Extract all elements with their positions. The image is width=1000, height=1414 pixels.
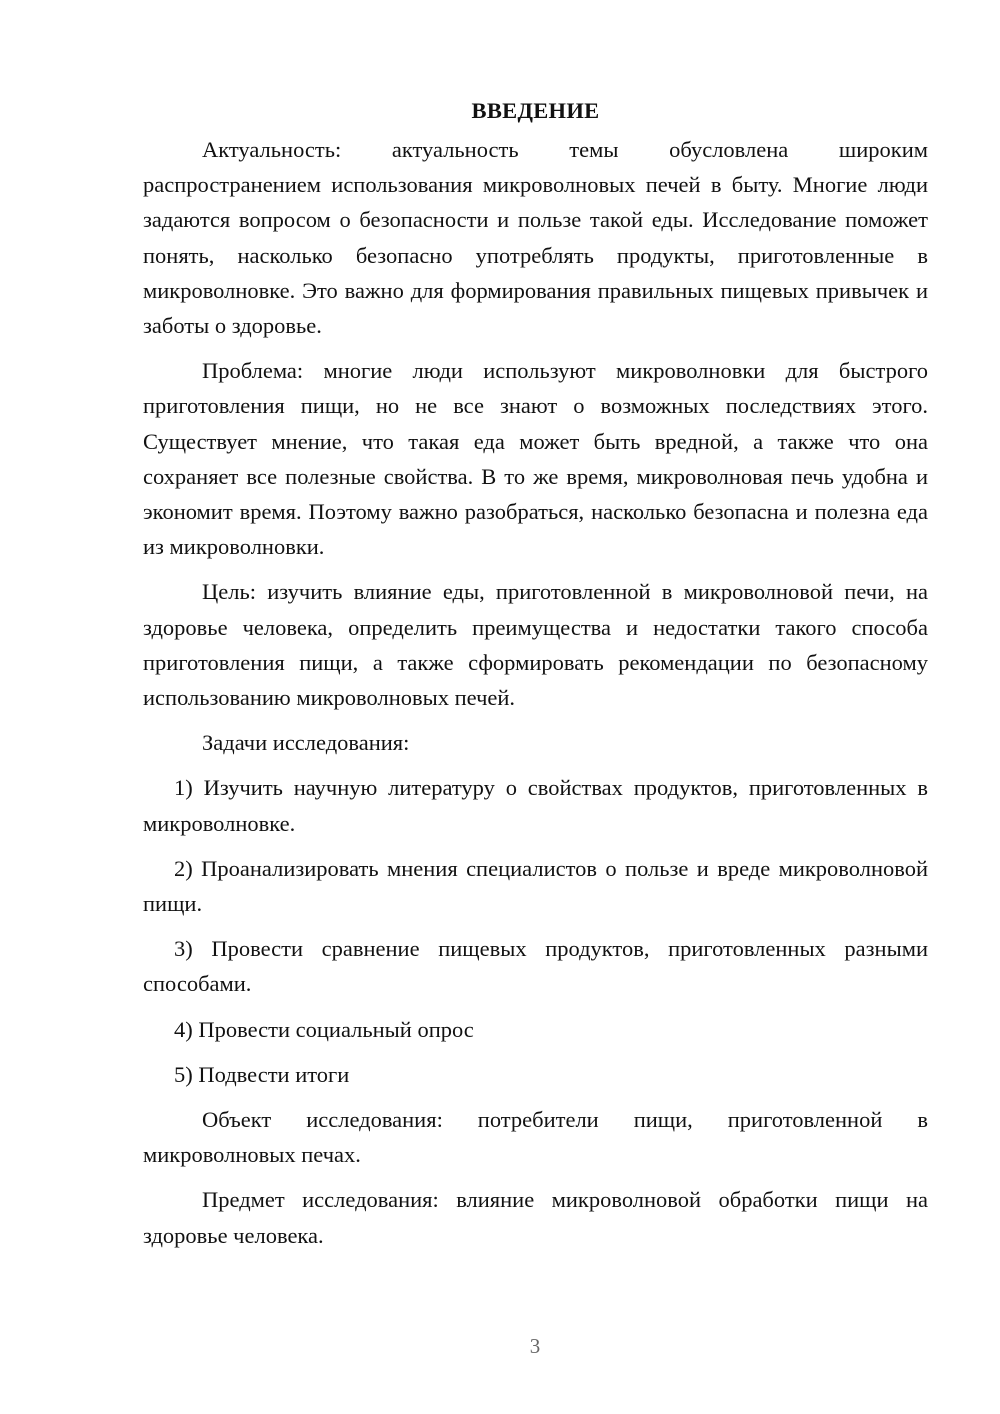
document-body — [143, 94, 928, 1253]
paragraph-goal: Цель: изучить влияние еды, приготовленной в микроволновой печи, на здоровье человека, определить преимущества и недостатки такого способа приготовления пищи, а также сформировать рекомендации по безопасному использованию микроволновых печей. — [143, 579, 928, 711]
page-number: 3 — [529, 1334, 541, 1358]
tasks-title: Задачи исследования: — [202, 730, 410, 756]
page-title: ВВЕДЕНИЕ — [471, 98, 600, 123]
paragraph-subject: Предмет исследования: влияние микроволновой обработки пищи на здоровье человека. — [143, 1187, 928, 1248]
task-item-1: 1) Изучить научную литературу о свойствах продуктов, приготовленных в микроволновке. — [143, 775, 928, 836]
task-item-4: 4) Провести социальный опрос — [174, 1016, 474, 1042]
task-item-2: 2) Проанализировать мнения специалистов о пользе и вреде микроволновой пищи. — [143, 855, 928, 917]
paragraph-problem: Проблема: многие люди используют микроволновки для быстрого приготовления пищи, но не все знают о возможных последствиях этого. Существует мнение, что такая еда может быть вредной, а также что она сохраняет все полезные свойства. В то же время, микроволновая печь удобна и экономит время. Поэтому важно разобраться, насколько безопасна и полезна еда из микроволновки. — [143, 358, 928, 560]
task-item-5: 5) Подвести итоги — [174, 1061, 350, 1087]
paragraph-relevance: Актуальность: актуальность темы обусловлена широким распространением использования микроволновых печей в быту. Многие люди задаются вопросом о безопасности и пользе такой еды. Исследование поможет понять, насколько безопасно употреблять продукты, приготовленные в микроволновке. Это важно для формирования правильных пищевых привычек и заботы о здоровье. — [143, 137, 928, 339]
paragraph-object: Объект исследования: потребители пищи, приготовленной в микроволновых печах. — [143, 1107, 928, 1168]
task-item-3: 3) Провести сравнение пищевых продуктов, приготовленных разными способами. — [143, 936, 928, 997]
